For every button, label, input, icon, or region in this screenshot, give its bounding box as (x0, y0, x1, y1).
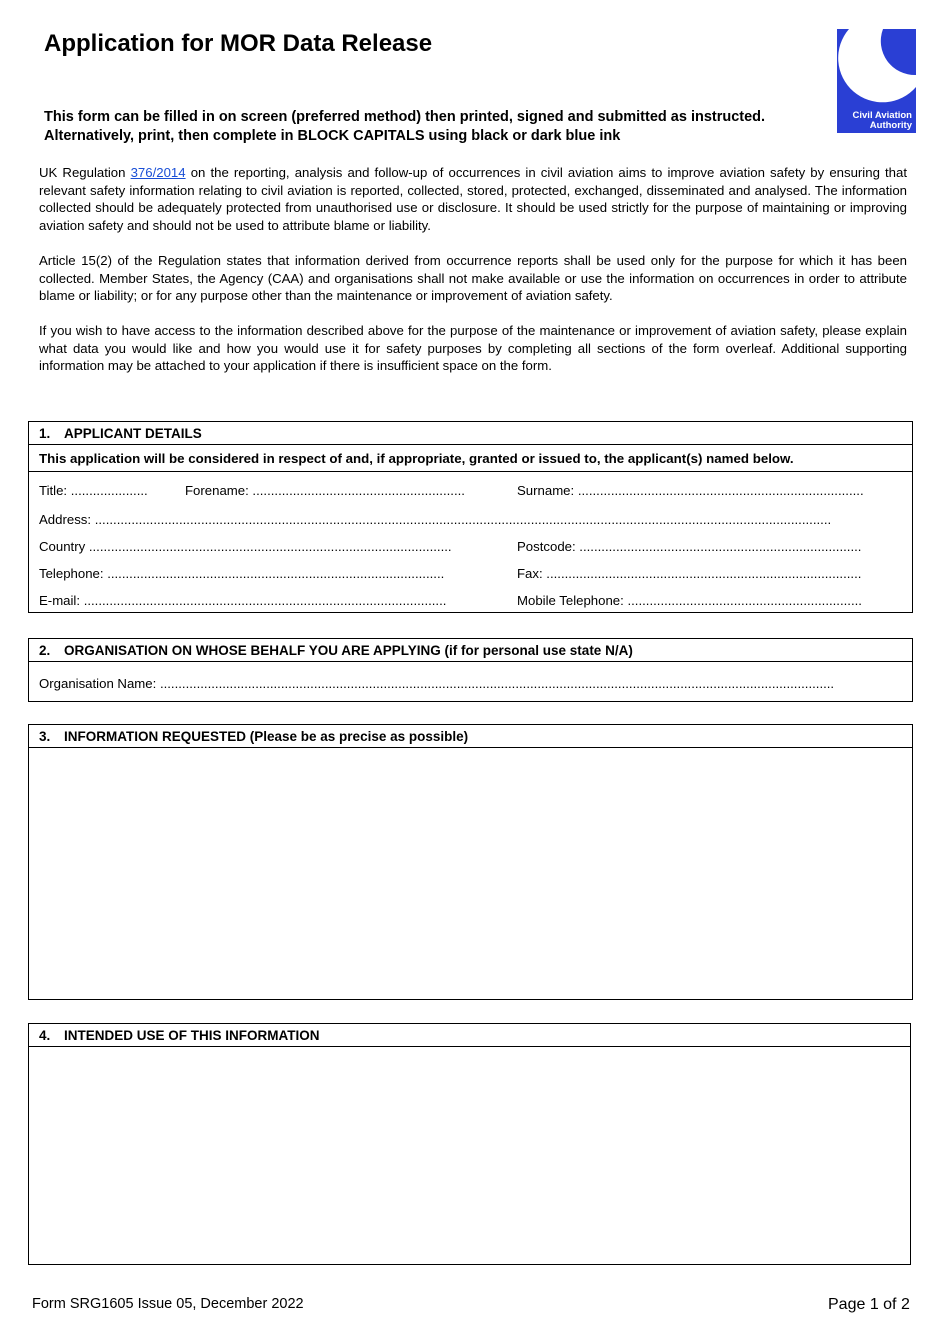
fax-field[interactable]: Fax: ...................................................................................... (517, 566, 862, 581)
caa-logo (837, 29, 916, 133)
title-field[interactable]: Title: ..................... (39, 483, 148, 498)
postcode-field[interactable]: Postcode: ............................................................................. (517, 539, 862, 554)
paragraph-article: Article 15(2) of the Regulation states that information derived from occurrence reports shall be used only for the purpose for which it has been collected. Member States, the Agency (CAA) and organisations shall not make available or use the information on occurrences in order to attribute blame or liability; or for any purpose other than the maintenance or improvement of aviation safety. (39, 253, 907, 303)
regulation-link[interactable]: 376/2014 (130, 165, 186, 180)
section-4-heading: 4. INTENDED USE OF THIS INFORMATION (39, 1027, 320, 1043)
information-requested-textarea[interactable] (29, 748, 912, 998)
organisation-name-field[interactable]: Organisation Name: ........................................................................................................................................................................................ (39, 676, 835, 691)
address-field[interactable]: Address: ......................................................................................................................................................................................................... (39, 512, 832, 527)
section-information-requested (28, 724, 913, 1000)
section-1-note: This application will be considered in respect of and, if appropriate, granted or issued to, the applicant(s) named below. (39, 450, 794, 466)
forename-field[interactable]: Forename: .......................................................... (185, 483, 465, 498)
section-1-heading: 1. APPLICANT DETAILS (39, 425, 202, 441)
section-3-heading: 3. INFORMATION REQUESTED (Please be as precise as possible) (39, 728, 469, 744)
telephone-field[interactable]: Telephone: ............................................................................................ (39, 566, 445, 581)
page-number: Page 1 of 2 (828, 1296, 910, 1313)
paragraph-regulation: UK Regulation 376/2014 on the reporting, analysis and follow-up of occurrences in civil aviation aims to improve aviation safety by ensuring that relevant safety information relating to civil aviation is reported, collected, stored, protected, exchanged, disseminated and analysed. The information collected should be adequately protected from unauthorised use or disclosure. It should be used strictly for the purpose of maintaining or improving aviation safety and should not be used to attribute blame or liability. (39, 165, 908, 233)
mobile-telephone-field[interactable]: Mobile Telephone: ................................................................ (517, 593, 862, 608)
paragraph-access: If you wish to have access to the information described above for the purpose of the maintenance or improvement of aviation safety, please explain what data you would like and how you would use it for safety purposes by completing all sections of the form overleaf. Additional supporting information may be attached to your application if there is insufficient space on the form. (39, 323, 907, 373)
section-organisation (28, 638, 913, 702)
email-field[interactable]: E-mail: ................................................................................................... (39, 593, 447, 608)
caa-logo-wordmark: Civil Aviation Authority (852, 110, 912, 131)
country-field[interactable]: Country ................................................................................................... (39, 539, 452, 554)
intro-instructions: This form can be filled in on screen (preferred method) then printed, signed and submitted as instructed. Alternatively, print, then complete in BLOCK CAPITALS using black or dark blue ink (44, 109, 766, 144)
page-title: Application for MOR Data Release (44, 30, 433, 57)
surname-field[interactable]: Surname: .............................................................................. (517, 483, 864, 498)
section-2-heading: 2. ORGANISATION ON WHOSE BEHALF YOU ARE APPLYING (if for personal use state N/A) (39, 642, 633, 658)
section-intended-use (28, 1023, 911, 1265)
form-reference: Form SRG1605 Issue 05, December 2022 (32, 1296, 304, 1312)
intended-use-textarea[interactable] (29, 1047, 910, 1263)
